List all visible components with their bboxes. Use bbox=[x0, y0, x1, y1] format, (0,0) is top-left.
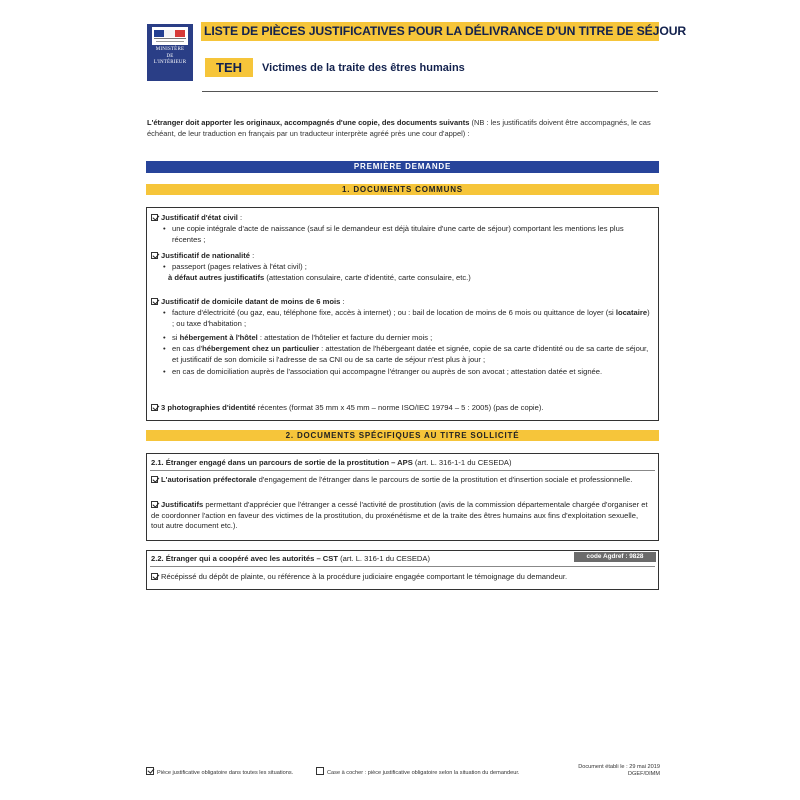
aps-divider bbox=[150, 470, 655, 471]
nationality-fallback: à défaut autres justificatifs (attestation consulaire, carte d'identité, carte consulaire, etc.) bbox=[168, 273, 471, 282]
residence-permit-code: TEH bbox=[205, 58, 253, 77]
list-item: • passeport (pages relatives à l'état civil) ; bbox=[172, 262, 650, 273]
ministry-name: MINISTÈRE DE L'INTÉRIEUR bbox=[153, 47, 187, 65]
list-item: • une copie intégrale d'acte de naissance (sauf si le demandeur est déjà titulaire d'une carte de séjour) comportant les mentions les plus récentes ; bbox=[172, 224, 650, 245]
header-divider bbox=[202, 91, 658, 92]
checkbox-checked-icon bbox=[151, 404, 158, 411]
specific-documents-header: 2. DOCUMENTS SPÉCIFIQUES AU TITRE SOLLICITÉ bbox=[146, 430, 659, 441]
common-documents-header: 1. DOCUMENTS COMMUNS bbox=[146, 184, 659, 195]
list-item: • si hébergement à l'hôtel : attestation de l'hôtelier et facture du dernier mois ; bbox=[172, 333, 652, 344]
residence-permit-label: Victimes de la traite des êtres humains bbox=[262, 62, 465, 74]
list-item: • en cas de domiciliation auprès de l'association qui accompagne l'étranger ou auprès de son avocat ; attestation datée et signée. bbox=[172, 367, 642, 378]
marianne-flag-icon bbox=[152, 27, 188, 45]
page-title: LISTE DE PIÈCES JUSTIFICATIVES POUR LA DÉLIVRANCE D'UN TITRE DE SÉJOUR bbox=[204, 24, 687, 38]
cst-title: 2.2. Étranger qui a coopéré avec les autorités – CST (art. L. 316-1 du CESEDA) bbox=[151, 554, 430, 563]
ministry-logo bbox=[147, 24, 193, 81]
checkbox-checked-icon bbox=[151, 573, 158, 580]
aps-item-authorization: L'autorisation préfectorale d'engagement de l'étranger dans le parcours de sortie de la prostitution et d'insertion sociale et professionnelle. bbox=[151, 475, 651, 486]
checkbox-checked-icon bbox=[151, 476, 158, 483]
list-item: • facture d'électricité (ou gaz, eau, téléphone fixe, accès à internet) ; ou : bail de location de moins de 6 mois ou quittance de loyer (si locataire) ; ou taxe d'habitation ; bbox=[172, 308, 652, 329]
agdref-code-badge: code Agdref : 9828 bbox=[574, 552, 656, 562]
checkbox-checked-icon bbox=[151, 252, 158, 259]
document-date: Document établi le : 29 mai 2019 DGEF/DIMM bbox=[578, 764, 660, 777]
cst-divider bbox=[150, 566, 655, 567]
domicile-heading: Justificatif de domicile datant de moins de 6 mois : bbox=[151, 297, 345, 308]
checkbox-checked-icon bbox=[151, 501, 158, 508]
aps-item-proofs: Justificatifs permettant d'apprécier que l'étranger a cessé l'activité de prostitution (avis de la commission départementale chargée d'organiser et de coordonner l'action en faveur des victimes de la prostitution, du proxénétisme et de la traite des êtres humains aux fins d'exploitation sexuelle, tout autre document etc.). bbox=[151, 500, 648, 531]
checkbox-empty-icon bbox=[316, 767, 324, 775]
aps-title: 2.1. Étranger engagé dans un parcours de sortie de la prostitution – APS (art. L. 316-1-1 du CESEDA) bbox=[151, 458, 512, 467]
list-item: • en cas d'hébergement chez un particulier : attestation de l'hébergeant datée et signée, copie de sa carte d'identité ou de sa carte de séjour, et justificatif de son domicile si l'adresse de sa CNI ou de sa carte de séjour n'est plus à jour ; bbox=[172, 344, 652, 365]
civil-status-heading: Justificatif d'état civil : bbox=[151, 213, 242, 224]
checkbox-checked-icon bbox=[151, 298, 158, 305]
intro-text: L'étranger doit apporter les originaux, accompagnés d'une copie, des documents suivants (NB : les justificatifs doivent être accompagnés, le cas échéant, de leur traduction en français par un traducteur interprète agréé près une cour d'appel) : bbox=[147, 118, 651, 138]
legend-checked: Pièce justificative obligatoire dans toutes les situations. bbox=[146, 767, 293, 777]
checkbox-checked-icon bbox=[151, 214, 158, 221]
checkbox-checked-icon bbox=[146, 767, 154, 775]
cst-item-complaint: Récépissé du dépôt de plainte, ou référence à la procédure judiciaire engagée comportant le témoignage du demandeur. bbox=[151, 572, 656, 583]
nationality-heading: Justificatif de nationalité : bbox=[151, 251, 254, 262]
photos-heading: 3 photographies d'identité récentes (format 35 mm x 45 mm – norme ISO/IEC 19794 – 5 : 2005) (pas de copie). bbox=[151, 403, 543, 414]
first-request-banner: PREMIÈRE DEMANDE bbox=[146, 161, 659, 173]
legend-empty: Case à cocher : pièce justificative obligatoire selon la situation du demandeur. bbox=[316, 767, 519, 777]
